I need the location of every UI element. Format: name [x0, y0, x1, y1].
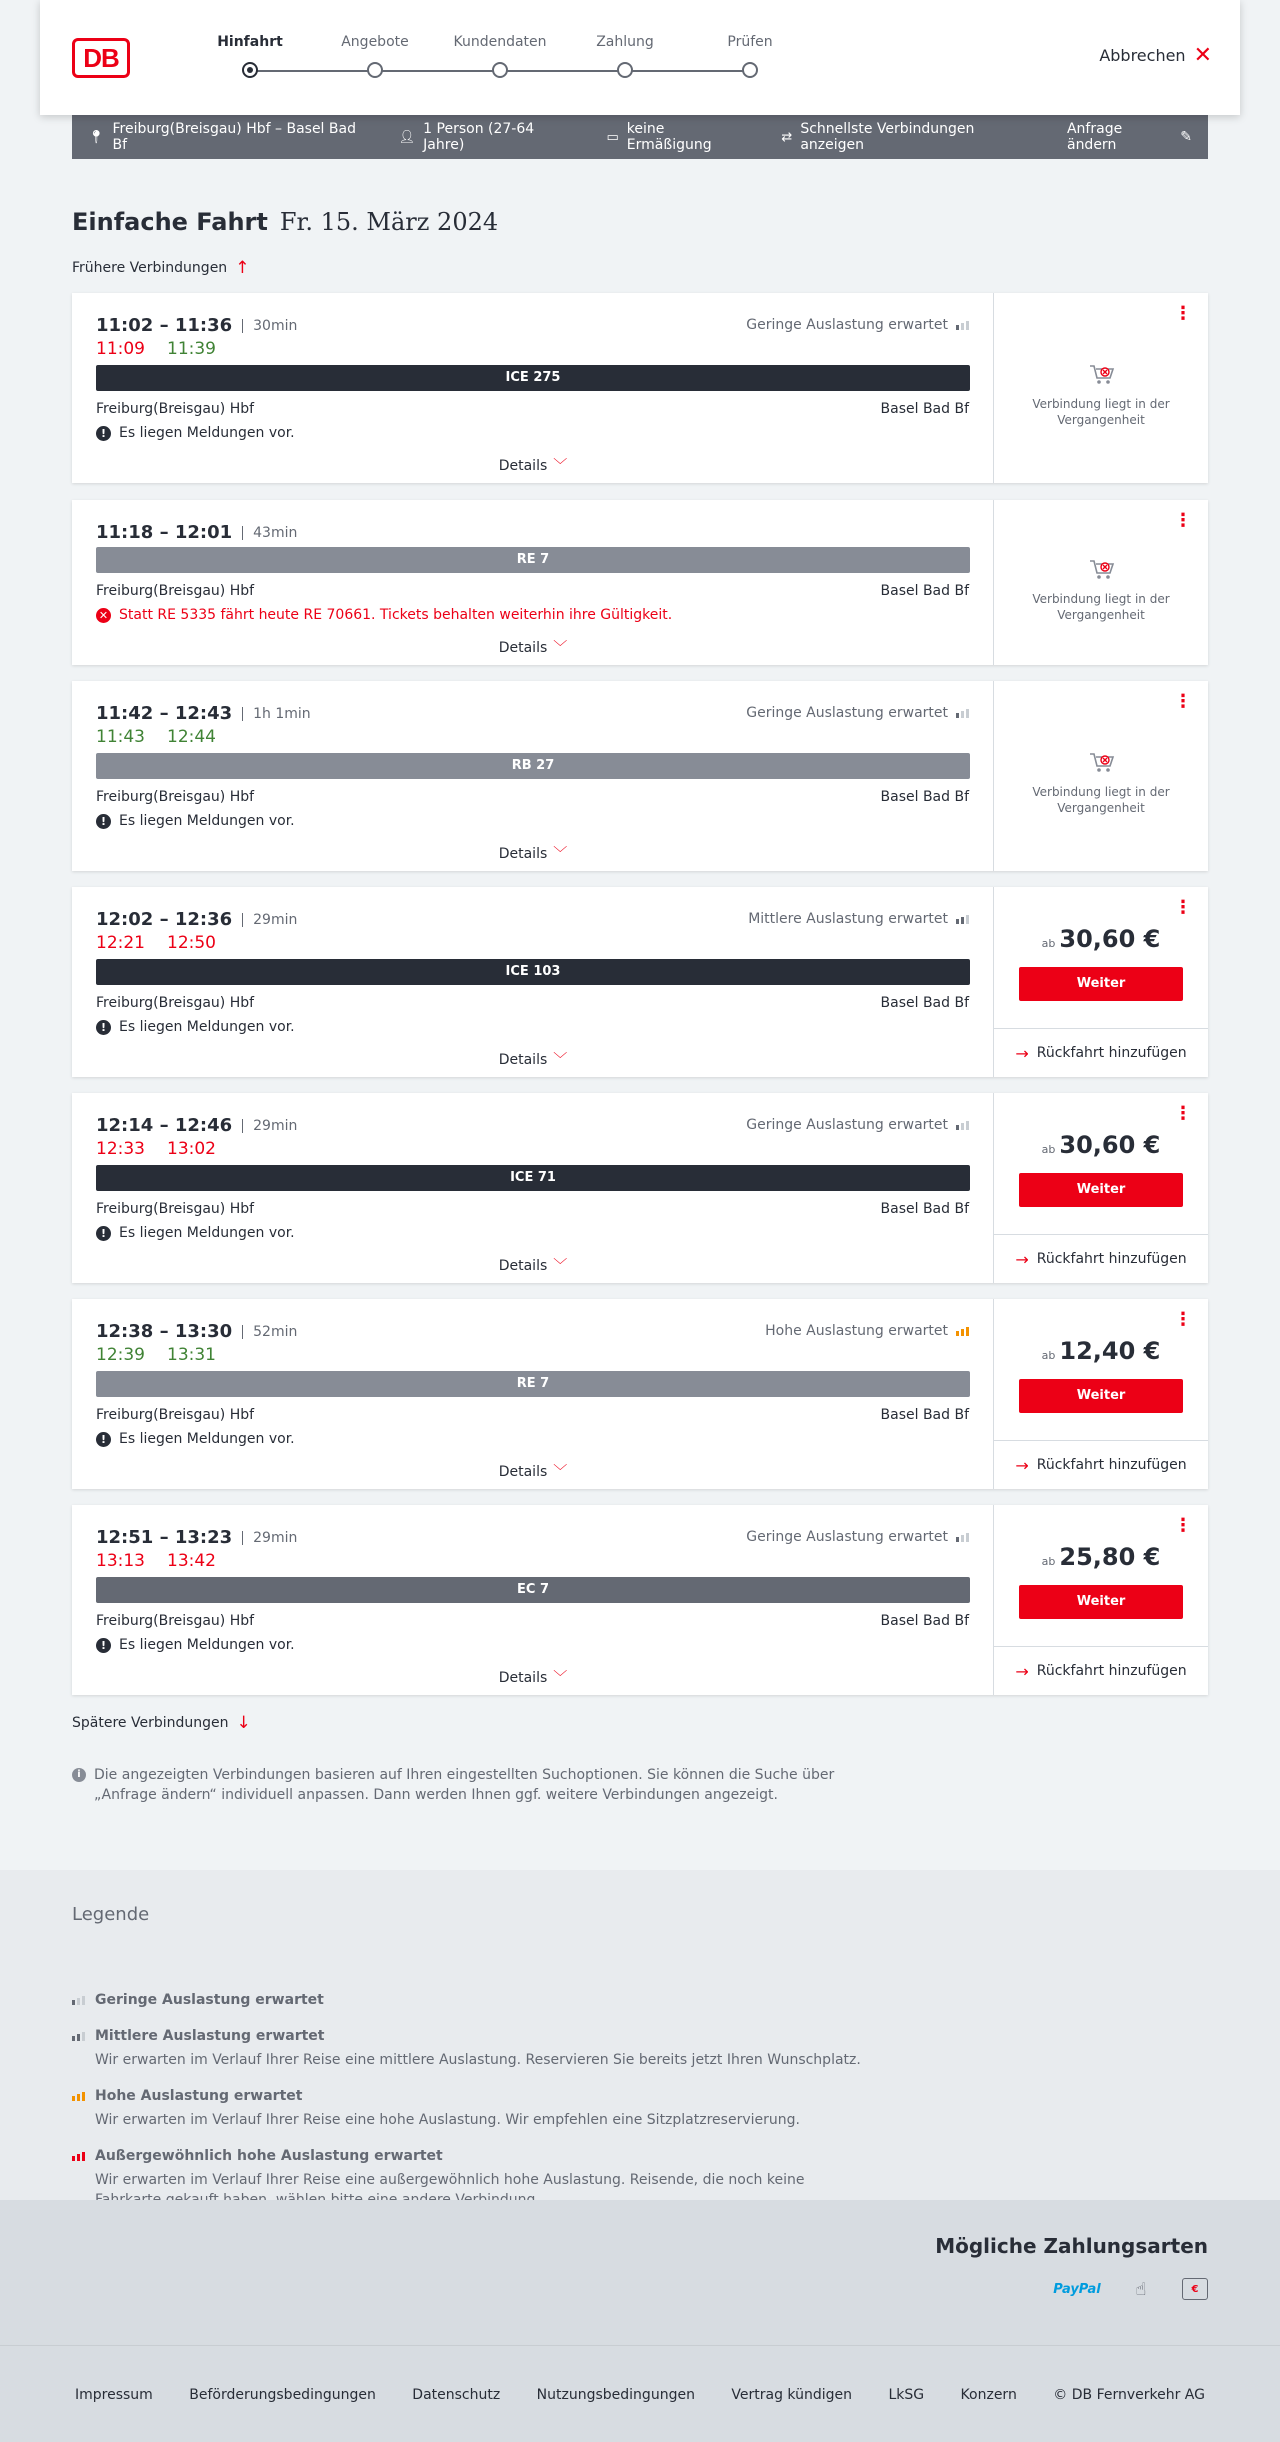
planned-times: 12:14 – 12:46 — [96, 1115, 233, 1136]
legend-section — [0, 1870, 1280, 2200]
message-text: Es liegen Meldungen vor. — [119, 813, 295, 829]
departure-station: Freiburg(Breisgau) Hbf — [96, 401, 255, 417]
realtime-times — [96, 339, 216, 359]
connection-main — [72, 500, 994, 665]
more-options-icon[interactable]: ⋮ — [1174, 691, 1192, 712]
train-bar[interactable]: EC 7 — [96, 1577, 970, 1603]
continue-button[interactable]: Weiter — [1019, 967, 1183, 1001]
realtime-departure: 11:43 — [96, 727, 145, 747]
occupancy-label: Geringe Auslastung erwartet — [746, 317, 948, 333]
person-icon: 👤︎ — [398, 129, 416, 145]
chevron-down-icon: ﹀ — [553, 1670, 568, 1686]
occupancy-icon — [956, 1533, 969, 1542]
realtime-arrival: 13:02 — [167, 1139, 216, 1159]
planned-times: 12:02 – 12:36 — [96, 909, 233, 930]
connection-times — [96, 315, 297, 336]
footer-links — [0, 2387, 1280, 2403]
cart-unavailable-icon — [1089, 559, 1115, 581]
legend-item-title: Mittlere Auslastung erwartet — [95, 2028, 325, 2044]
connection-main — [72, 1093, 994, 1283]
occupancy-label: Mittlere Auslastung erwartet — [748, 911, 948, 927]
more-options-icon[interactable]: ⋮ — [1174, 1515, 1192, 1536]
occupancy-icon — [72, 2152, 85, 2161]
details-label: Details — [498, 1052, 548, 1068]
legend-item-header — [72, 2088, 872, 2104]
more-options-icon[interactable]: ⋮ — [1174, 897, 1192, 918]
price-prefix: ab — [1041, 1555, 1056, 1568]
step-label: Zahlung — [596, 34, 654, 50]
message-text: Es liegen Meldungen vor. — [119, 425, 295, 441]
arrival-station: Basel Bad Bf — [880, 1407, 969, 1423]
realtime-times — [96, 1551, 216, 1571]
swap-arrows-icon: ⇄ — [781, 129, 793, 145]
page-title — [72, 208, 498, 236]
step-hinfahrt — [190, 34, 310, 50]
occupancy-bar — [77, 2154, 80, 2161]
duration: 30min — [242, 319, 297, 333]
chevron-down-icon: ﹀ — [553, 846, 568, 862]
occupancy-info — [746, 317, 969, 333]
realtime-departure: 12:21 — [96, 933, 145, 953]
occupancy-info — [746, 1529, 969, 1545]
pencil-icon: ✎ — [1180, 129, 1192, 145]
price — [994, 925, 1208, 953]
departure-station: Freiburg(Breisgau) Hbf — [96, 1407, 255, 1423]
occupancy-bar — [956, 1331, 959, 1336]
step-label: Angebote — [341, 34, 409, 50]
message-text: Statt RE 5335 fährt heute RE 70661. Tickets behalten weiterhin ihre Gültigkeit. — [119, 607, 673, 623]
duration: 1h 1min — [242, 707, 311, 721]
trip-type: Einfache Fahrt — [72, 208, 268, 236]
departure-station: Freiburg(Breisgau) Hbf — [96, 995, 255, 1011]
occupancy-bar — [966, 709, 969, 718]
realtime-times — [96, 933, 216, 953]
planned-times: 12:38 – 13:30 — [96, 1321, 233, 1342]
occupancy-bar — [966, 915, 969, 924]
offer-panel — [994, 681, 1208, 871]
price-value: 30,60 € — [1059, 925, 1161, 953]
info-text: Die angezeigten Verbindungen basieren auf Ihren eingestellten Suchoptionen. Sie können die Suche über „Anfrage ändern“ individuell anpassen. Dann werden Ihnen ggf. weitere Verbindungen angezeigt. — [94, 1767, 835, 1803]
search-info-note — [72, 1765, 852, 1805]
train-bar[interactable]: ICE 103 — [96, 959, 970, 985]
price-value: 30,60 € — [1059, 1131, 1161, 1159]
connection-main — [72, 887, 994, 1077]
price — [994, 1543, 1208, 1571]
occupancy-bar — [961, 917, 964, 924]
chevron-down-icon: ﹀ — [553, 1258, 568, 1274]
connection-card[interactable] — [72, 887, 1208, 1077]
change-request-button[interactable] — [1067, 121, 1192, 153]
details-label: Details — [498, 1464, 548, 1480]
connection-card[interactable] — [72, 293, 1208, 483]
chevron-down-icon: ﹀ — [553, 458, 568, 474]
footer-link-impressum[interactable]: Impressum — [75, 2387, 153, 2403]
realtime-arrival: 13:42 — [167, 1551, 216, 1571]
connection-main — [72, 1299, 994, 1489]
occupancy-bar — [966, 321, 969, 330]
occupancy-info — [746, 705, 969, 721]
sepa-icon: € — [1182, 2278, 1208, 2300]
more-options-icon[interactable]: ⋮ — [1174, 1103, 1192, 1124]
footer-link-vertrag-kuendigen[interactable]: Vertrag kündigen — [731, 2387, 852, 2403]
occupancy-bar — [966, 1121, 969, 1130]
occupancy-bar — [77, 2094, 80, 2101]
occupancy-icon — [956, 709, 969, 718]
details-label: Details — [498, 1258, 548, 1274]
duration: 29min — [242, 913, 297, 927]
connection-main — [72, 681, 994, 871]
occupancy-icon — [72, 2092, 85, 2101]
price-value: 12,40 € — [1059, 1337, 1161, 1365]
message-text: Es liegen Meldungen vor. — [119, 1431, 295, 1447]
connection-message — [96, 425, 295, 441]
step-dot — [242, 62, 258, 78]
legend-item-text: Wir erwarten im Verlauf Ihrer Reise eine mittlere Auslastung. Reservieren Sie bereits jetzt Ihren Wunschplatz. — [95, 2052, 861, 2068]
legend-item-text: Wir erwarten im Verlauf Ihrer Reise eine hohe Auslastung. Wir empfehlen eine Sitzplatzreservierung. — [95, 2112, 800, 2128]
occupancy-bar — [72, 2000, 75, 2005]
travellers-text: 1 Person (27-64 Jahre) — [423, 121, 535, 153]
train-bar[interactable]: RE 7 — [96, 547, 970, 573]
occupancy-icon — [956, 1121, 969, 1130]
legend-item-header — [72, 2028, 872, 2044]
connection-card[interactable] — [72, 681, 1208, 871]
realtime-times — [96, 1345, 216, 1365]
more-options-icon[interactable]: ⋮ — [1174, 303, 1192, 324]
connection-message — [96, 607, 672, 623]
offer-panel — [994, 1299, 1208, 1489]
search-summary-bar — [72, 115, 1208, 159]
realtime-arrival: 13:31 — [167, 1345, 216, 1365]
footer-link-lksg[interactable]: LkSG — [888, 2387, 925, 2403]
occupancy-bar — [956, 1537, 959, 1542]
step-dot — [617, 62, 633, 78]
legend-title: Legende — [72, 1904, 150, 1925]
payment-title: Mögliche Zahlungsarten — [935, 2234, 1208, 2258]
add-return-label: Rückfahrt hinzufügen — [1036, 1663, 1187, 1679]
occupancy-bar — [82, 2032, 85, 2041]
details-toggle[interactable] — [72, 1049, 994, 1069]
legend-item-title: Außergewöhnlich hohe Auslastung erwartet — [95, 2148, 443, 2164]
occupancy-info — [765, 1323, 969, 1339]
occupancy-bar — [82, 1996, 85, 2005]
arrow-down-icon: ↓ — [236, 1713, 251, 1733]
error-icon: ✕ — [96, 608, 111, 623]
details-label: Details — [498, 640, 548, 656]
details-label: Details — [498, 458, 548, 474]
occupancy-icon — [956, 1327, 969, 1336]
step-label: Prüfen — [727, 34, 773, 50]
offer-panel — [994, 887, 1208, 1077]
realtime-departure: 12:33 — [96, 1139, 145, 1159]
more-options-icon[interactable]: ⋮ — [1174, 1309, 1192, 1330]
add-return-label: Rückfahrt hinzufügen — [1036, 1045, 1187, 1061]
info-icon: i — [72, 1768, 86, 1782]
occupancy-info — [746, 1117, 969, 1133]
bahncard-icon: ▭ — [606, 129, 619, 145]
connection-times — [96, 909, 297, 930]
arrival-station: Basel Bad Bf — [880, 789, 969, 805]
duration: 29min — [242, 1531, 297, 1545]
option-text: Schnellste Verbindungen anzeigen — [800, 121, 975, 153]
paypal-text: PayPal — [1053, 2281, 1101, 2297]
past-connection-note: Verbindung liegt in der Vergangenheit — [1032, 397, 1170, 427]
alert-icon: ! — [96, 814, 111, 829]
db-logo[interactable]: DB — [72, 38, 130, 78]
cart-unavailable-icon — [1089, 752, 1115, 774]
connection-times — [96, 1115, 297, 1136]
occupancy-info — [748, 911, 969, 927]
connection-times — [96, 522, 297, 543]
connection-message — [96, 1225, 295, 1241]
arrow-right-icon: → — [1015, 1661, 1029, 1681]
step-pruefen — [690, 34, 810, 50]
realtime-departure: 12:39 — [96, 1345, 145, 1365]
add-return-button[interactable] — [994, 1028, 1208, 1077]
arrow-right-icon: → — [1015, 1249, 1029, 1269]
occupancy-bar — [961, 1123, 964, 1130]
offer-panel — [994, 1093, 1208, 1283]
past-connection-note: Verbindung liegt in der Vergangenheit — [1032, 592, 1170, 622]
legend-item-title: Geringe Auslastung erwartet — [95, 1992, 324, 2008]
legend-item — [72, 2088, 872, 2130]
discount-text: keine Ermäßigung — [626, 121, 712, 153]
message-text: Es liegen Meldungen vor. — [119, 1637, 295, 1653]
occupancy-bar — [72, 2156, 75, 2161]
occupancy-icon — [956, 321, 969, 330]
footer-link-datenschutz[interactable]: Datenschutz — [412, 2387, 501, 2403]
occupancy-bar — [961, 1535, 964, 1542]
train-bar[interactable]: ICE 71 — [96, 1165, 970, 1191]
occupancy-label: Geringe Auslastung erwartet — [746, 1529, 948, 1545]
alert-icon: ! — [96, 1020, 111, 1035]
add-return-button[interactable] — [994, 1234, 1208, 1283]
planned-times: 11:02 – 11:36 — [96, 315, 233, 336]
connection-main — [72, 1505, 994, 1695]
occupancy-bar — [956, 1125, 959, 1130]
occupancy-bar — [72, 2096, 75, 2101]
summary-route — [88, 121, 367, 153]
step-kundendaten — [440, 34, 560, 50]
arrow-right-icon: → — [1015, 1043, 1029, 1063]
occupancy-bar — [82, 2152, 85, 2161]
connection-card[interactable] — [72, 1505, 1208, 1695]
message-text: Es liegen Meldungen vor. — [119, 1225, 295, 1241]
route-text: Freiburg(Breisgau) Hbf – Basel Bad Bf — [112, 121, 356, 153]
summary-option — [781, 121, 1035, 153]
footer-link-nutzungsbedingungen[interactable]: Nutzungsbedingungen — [536, 2387, 695, 2403]
later-connections-link[interactable] — [72, 1713, 251, 1733]
legend-item-header — [72, 2148, 872, 2164]
details-toggle[interactable] — [72, 637, 994, 657]
payment-methods-section — [0, 2200, 1280, 2345]
details-label: Details — [498, 846, 548, 862]
offer-panel — [994, 293, 1208, 483]
add-return-label: Rückfahrt hinzufügen — [1036, 1251, 1187, 1267]
realtime-times — [96, 1139, 216, 1159]
price — [994, 1131, 1208, 1159]
details-toggle[interactable] — [72, 1255, 994, 1275]
continue-button[interactable]: Weiter — [1019, 1173, 1183, 1207]
credit-card-icon: ☝︎ — [1135, 2278, 1147, 2300]
cart-unavailable-icon — [1089, 364, 1115, 386]
occupancy-icon — [956, 915, 969, 924]
arrival-station: Basel Bad Bf — [880, 1613, 969, 1629]
arrival-station: Basel Bad Bf — [880, 401, 969, 417]
occupancy-label: Hohe Auslastung erwartet — [765, 1323, 948, 1339]
departure-station: Freiburg(Breisgau) Hbf — [96, 789, 255, 805]
past-connection-note: Verbindung liegt in der Vergangenheit — [1032, 785, 1170, 815]
offer-panel — [994, 500, 1208, 665]
occupancy-icon — [72, 1996, 85, 2005]
arrow-up-icon: ↑ — [235, 258, 250, 278]
add-return-button[interactable] — [994, 1646, 1208, 1695]
trip-date: Fr. 15. März 2024 — [279, 208, 499, 236]
abort-button[interactable] — [1099, 42, 1212, 68]
connection-card[interactable] — [72, 500, 1208, 665]
legend-item-title: Hohe Auslastung erwartet — [95, 2088, 303, 2104]
arrival-station: Basel Bad Bf — [880, 995, 969, 1011]
step-dot — [367, 62, 383, 78]
footer-link-konzern[interactable]: Konzern — [960, 2387, 1017, 2403]
legend-item-text: Wir erwarten im Verlauf Ihrer Reise eine außergewöhnlich hohe Auslastung. Reisende, die noch keine — [95, 2172, 805, 2188]
realtime-arrival: 12:44 — [167, 727, 216, 747]
step-label: Kundendaten — [453, 34, 547, 50]
occupancy-label: Geringe Auslastung erwartet — [746, 1117, 948, 1133]
more-options-icon[interactable]: ⋮ — [1174, 510, 1192, 531]
connection-card[interactable] — [72, 1299, 1208, 1489]
paypal-logo — [1042, 2278, 1112, 2300]
abort-label: Abbrechen — [1099, 46, 1186, 65]
duration: 43min — [242, 526, 297, 540]
details-label: Details — [498, 1670, 548, 1686]
summary-travellers — [399, 121, 575, 153]
connection-card[interactable] — [72, 1093, 1208, 1283]
occupancy-bar — [82, 2092, 85, 2101]
alert-icon: ! — [96, 1432, 111, 1447]
legend-item — [72, 2028, 872, 2070]
continue-button[interactable]: Weiter — [1019, 1379, 1183, 1413]
train-bar[interactable]: RB 27 — [96, 753, 970, 779]
occupancy-bar — [966, 1533, 969, 1542]
details-toggle[interactable] — [72, 455, 994, 475]
continue-button[interactable]: Weiter — [1019, 1585, 1183, 1619]
offer-panel — [994, 1505, 1208, 1695]
occupancy-bar — [961, 711, 964, 718]
connection-message — [96, 1431, 295, 1447]
realtime-arrival: 12:50 — [167, 933, 216, 953]
earlier-connections-label: Frühere Verbindungen — [72, 260, 228, 276]
departure-station: Freiburg(Breisgau) Hbf — [96, 583, 255, 599]
planned-times: 11:18 – 12:01 — [96, 522, 233, 543]
occupancy-bar — [956, 713, 959, 718]
planned-times: 11:42 – 12:43 — [96, 703, 233, 724]
occupancy-bar — [956, 325, 959, 330]
chevron-down-icon: ﹀ — [553, 1052, 568, 1068]
step-label: Hinfahrt — [217, 34, 283, 50]
occupancy-bar — [961, 323, 964, 330]
details-toggle[interactable] — [72, 1461, 994, 1481]
close-icon: ✕ — [1193, 42, 1212, 68]
occupancy-bar — [961, 1329, 964, 1336]
chevron-down-icon: ﹀ — [553, 640, 568, 656]
duration: 29min — [242, 1119, 297, 1133]
step-zahlung — [565, 34, 685, 50]
alert-icon: ! — [96, 1638, 111, 1653]
occupancy-bar — [77, 2034, 80, 2041]
train-bar[interactable]: ICE 275 — [96, 365, 970, 391]
connection-message — [96, 1637, 295, 1653]
step-dot — [492, 62, 508, 78]
step-dot — [742, 62, 758, 78]
alert-icon: ! — [96, 426, 111, 441]
connection-times — [96, 1321, 297, 1342]
add-return-button[interactable] — [994, 1440, 1208, 1489]
connection-message — [96, 1019, 295, 1035]
connection-message — [96, 813, 295, 829]
step-angebote — [315, 34, 435, 50]
price-prefix: ab — [1041, 1349, 1056, 1362]
connection-times — [96, 703, 311, 724]
top-bar — [40, 0, 1240, 115]
legend-item — [72, 1992, 872, 2008]
earlier-connections-link[interactable] — [72, 258, 249, 278]
summary-discount — [607, 121, 750, 153]
planned-times: 12:51 – 13:23 — [96, 1527, 233, 1548]
occupancy-label: Geringe Auslastung erwartet — [746, 705, 948, 721]
alert-icon: ! — [96, 1226, 111, 1241]
realtime-times — [96, 727, 216, 747]
price — [994, 1337, 1208, 1365]
departure-station: Freiburg(Breisgau) Hbf — [96, 1613, 255, 1629]
chevron-down-icon: ﹀ — [553, 1464, 568, 1480]
price-value: 25,80 € — [1059, 1543, 1161, 1571]
footer-link-befoerderungsbedingungen[interactable]: Beförderungsbedingungen — [189, 2387, 376, 2403]
occupancy-bar — [77, 1998, 80, 2005]
connection-times — [96, 1527, 297, 1548]
departure-station: Freiburg(Breisgau) Hbf — [96, 1201, 255, 1217]
add-return-label: Rückfahrt hinzufügen — [1036, 1457, 1187, 1473]
footer — [0, 2345, 1280, 2442]
occupancy-bar — [956, 919, 959, 924]
details-toggle[interactable] — [72, 843, 994, 863]
progress-stepper — [170, 0, 790, 115]
location-pin-icon: 📍︎ — [88, 129, 105, 145]
price-prefix: ab — [1041, 1143, 1056, 1156]
legend-item-header — [72, 1992, 872, 2008]
realtime-arrival: 11:39 — [167, 339, 216, 359]
arrival-station: Basel Bad Bf — [880, 1201, 969, 1217]
details-toggle[interactable] — [72, 1667, 994, 1687]
message-text: Es liegen Meldungen vor. — [119, 1019, 295, 1035]
occupancy-bar — [966, 1327, 969, 1336]
change-request-label: Anfrage ändern — [1066, 121, 1123, 153]
occupancy-bar — [72, 2036, 75, 2041]
arrival-station: Basel Bad Bf — [880, 583, 969, 599]
realtime-departure: 13:13 — [96, 1551, 145, 1571]
occupancy-icon — [72, 2032, 85, 2041]
connection-main — [72, 293, 994, 483]
price-prefix: ab — [1041, 937, 1056, 950]
duration: 52min — [242, 1325, 297, 1339]
realtime-departure: 11:09 — [96, 339, 145, 359]
footer-copyright: © DB Fernverkehr AG — [1053, 2387, 1205, 2403]
later-connections-label: Spätere Verbindungen — [72, 1715, 229, 1731]
arrow-right-icon: → — [1015, 1455, 1029, 1475]
train-bar[interactable]: RE 7 — [96, 1371, 970, 1397]
